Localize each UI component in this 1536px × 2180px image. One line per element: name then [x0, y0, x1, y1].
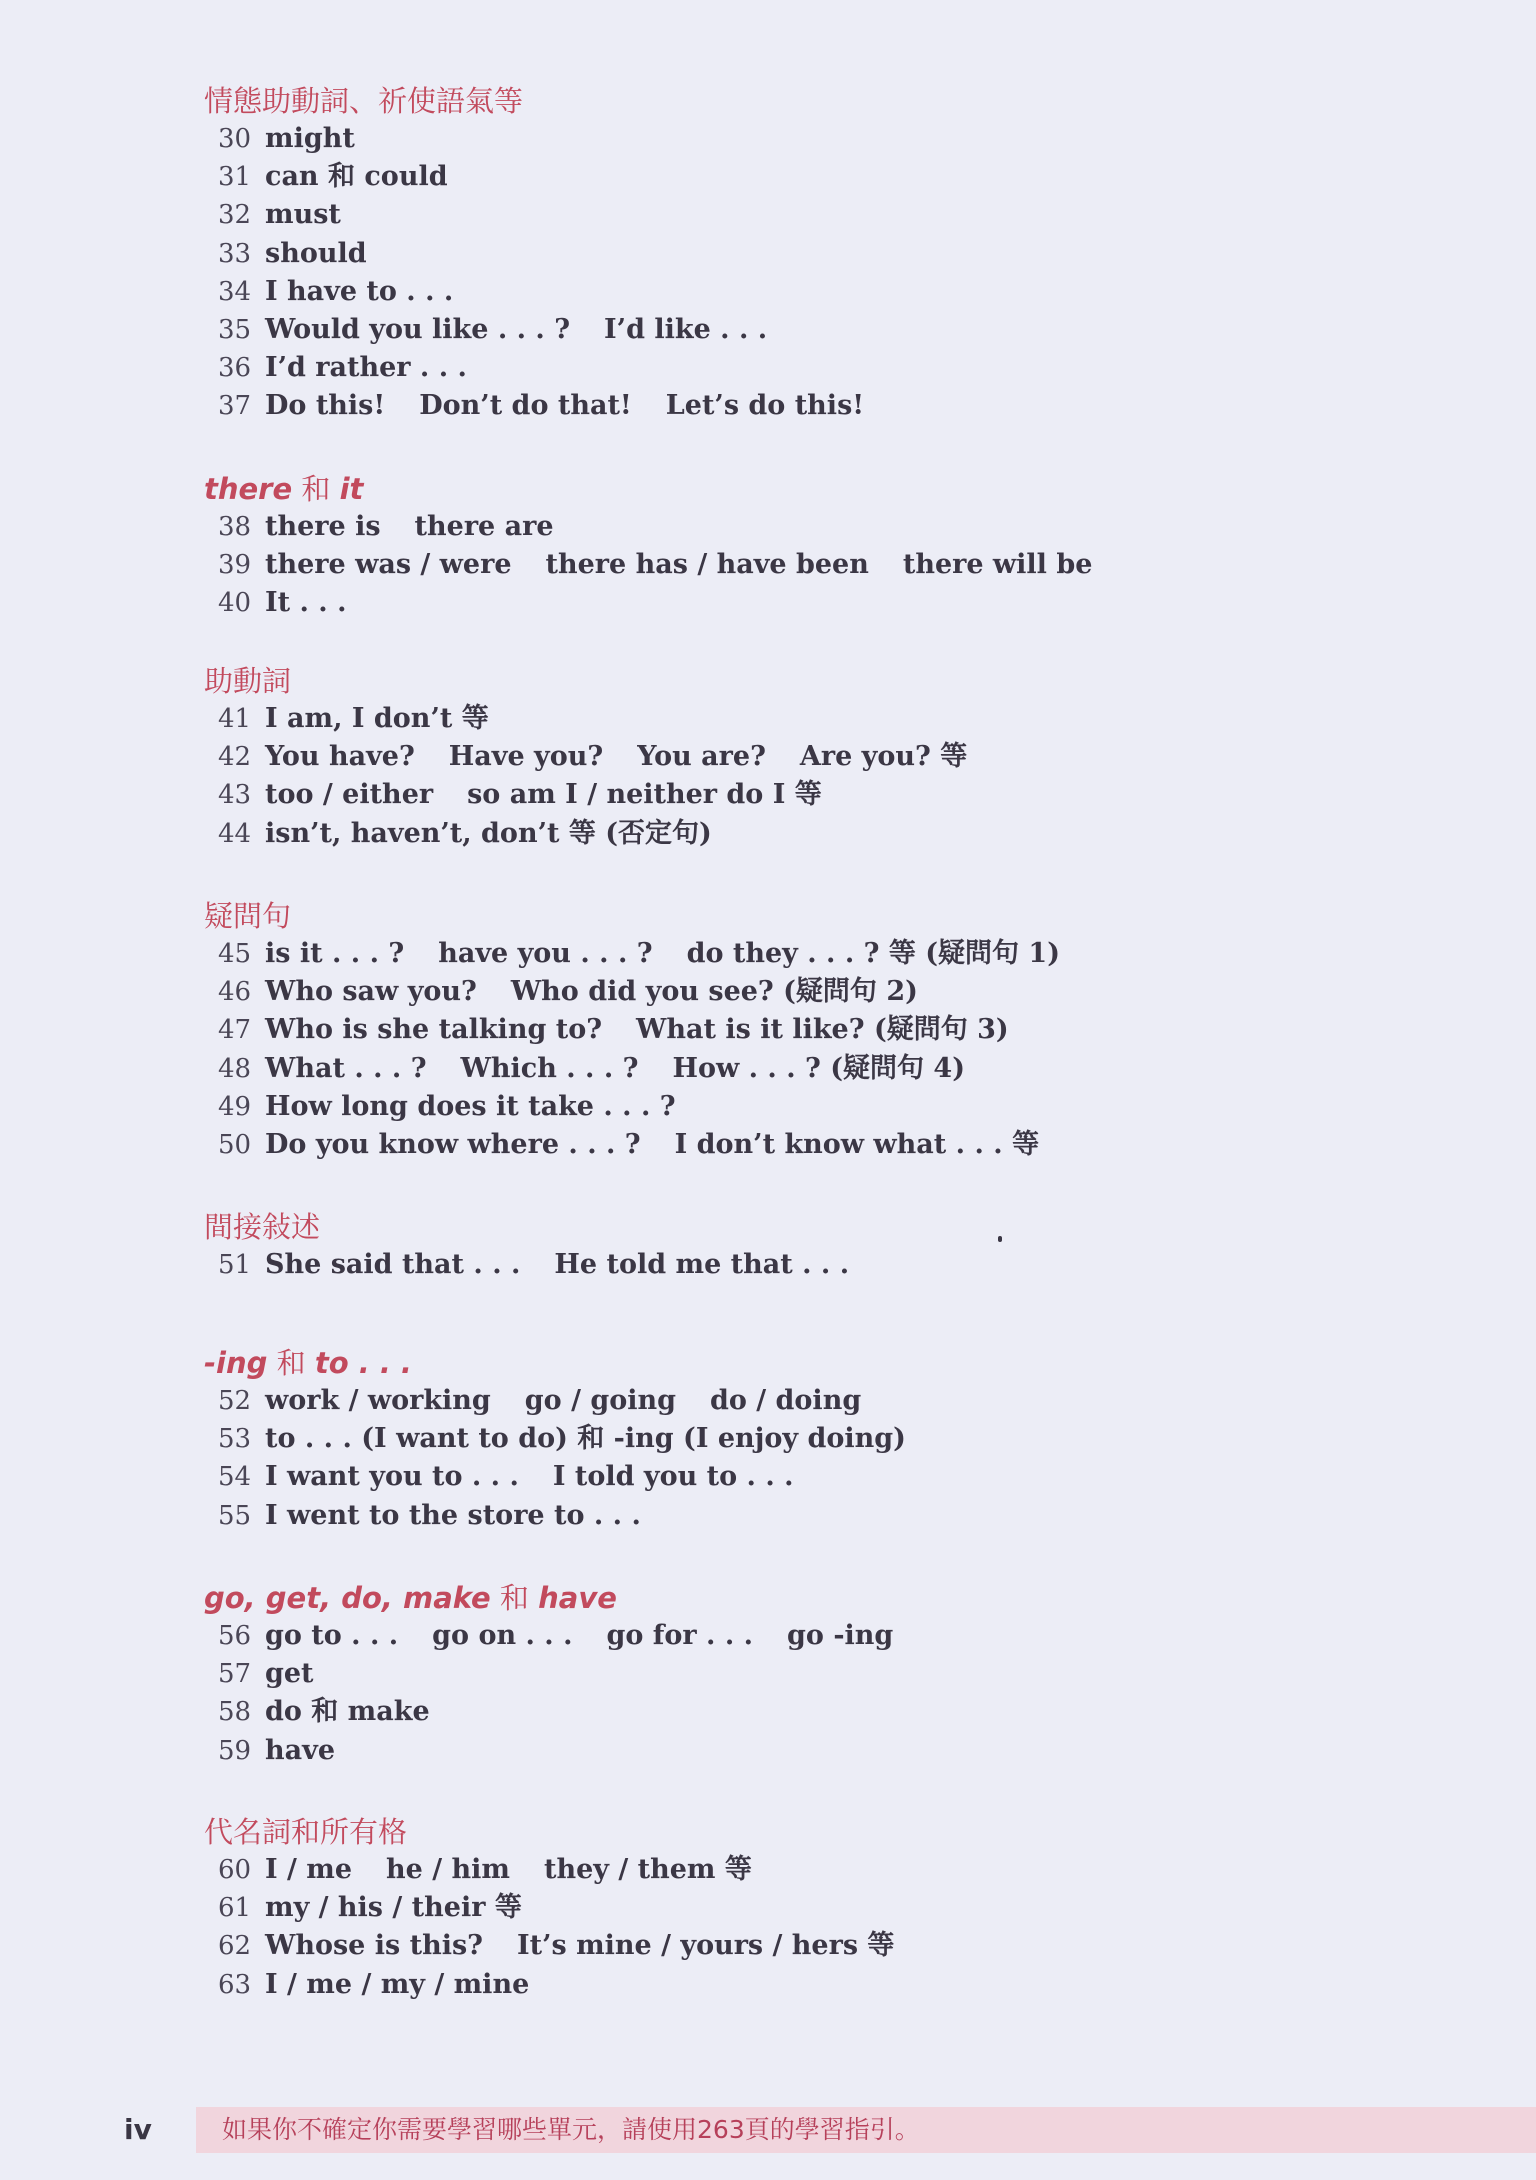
- heading-part: 代名詞和所有格: [204, 1815, 408, 1849]
- unit-title-part: I’d rather . . .: [265, 352, 467, 384]
- unit-number: 43: [218, 780, 252, 811]
- unit-title: [265, 1246, 883, 1284]
- unit-row: [204, 273, 1404, 311]
- unit-title-part: I’d like . . .: [604, 313, 768, 345]
- unit-title-part: I have to . . .: [265, 275, 454, 307]
- unit-title: [265, 1458, 828, 1496]
- unit-row: [204, 1655, 1404, 1693]
- unit-title: [265, 1420, 940, 1458]
- heading-part: go, get, do, make: [204, 1581, 491, 1615]
- unit-title-part: can 和 could: [265, 161, 448, 193]
- unit-title-part: go / going: [524, 1385, 676, 1416]
- footer-note: 如果你不確定你需要學習哪些單元，請使用263頁的學習指引。: [222, 2115, 920, 2144]
- section-heading: [204, 897, 1404, 935]
- unit-title-part: He told me that . . .: [554, 1249, 850, 1280]
- heading-part: 情態助動詞、祈使語氣等: [204, 84, 524, 118]
- unit-row: [204, 349, 1404, 387]
- unit-title: [265, 546, 1126, 584]
- unit-title: [265, 1088, 710, 1126]
- section: [204, 1813, 1404, 2004]
- unit-title: [265, 1889, 556, 1927]
- unit-row: [204, 1732, 1404, 1770]
- unit-title: [265, 1382, 895, 1420]
- unit-number: 53: [218, 1424, 252, 1455]
- unit-row: [204, 1889, 1404, 1927]
- unit-title-part: Do this!: [265, 390, 386, 422]
- unit-title: [265, 235, 401, 273]
- unit-title: [265, 815, 746, 853]
- unit-title-part: I want you to . . .: [265, 1461, 519, 1493]
- unit-title-part: What . . . ?: [265, 1052, 427, 1084]
- unit-title-part: do 和 make: [265, 1696, 430, 1728]
- heading-part: 和: [292, 472, 340, 506]
- unit-title: [265, 158, 482, 196]
- unit-title: [265, 1732, 369, 1770]
- unit-title: [265, 1693, 464, 1731]
- unit-title: [265, 1655, 348, 1693]
- unit-title: [265, 1617, 927, 1655]
- unit-row: [204, 1011, 1404, 1049]
- unit-row: [204, 935, 1404, 973]
- unit-title-part: How . . . ? (疑問句 4): [672, 1052, 965, 1084]
- unit-title-part: Who did you see? (疑問句 2): [510, 976, 918, 1008]
- unit-title: [265, 1126, 1073, 1164]
- section-heading: [204, 470, 1404, 508]
- unit-number: 46: [218, 977, 252, 1008]
- unit-number: 30: [218, 124, 252, 154]
- unit-title: [265, 1927, 928, 1965]
- heading-part: 和: [490, 1581, 539, 1615]
- unit-title-part: You have?: [265, 741, 415, 773]
- unit-number: 36: [218, 353, 252, 384]
- unit-title-part: there is: [265, 511, 381, 542]
- unit-title-part: must: [265, 199, 341, 231]
- unit-title-part: is it . . . ?: [265, 938, 405, 969]
- unit-title-part: go -ing: [787, 1620, 894, 1651]
- unit-number: 55: [218, 1500, 252, 1531]
- unit-number: 57: [218, 1659, 252, 1690]
- unit-number: 41: [218, 704, 252, 734]
- section-heading: [204, 662, 1404, 700]
- unit-title-part: might: [265, 123, 355, 154]
- unit-title-part: work / working: [265, 1385, 491, 1416]
- unit-title: [265, 973, 952, 1011]
- unit-title-part: I am, I don’t 等: [265, 703, 489, 734]
- unit-row: [204, 1693, 1404, 1731]
- unit-row: [204, 1617, 1404, 1655]
- unit-number: 39: [218, 550, 252, 581]
- unit-title-part: have: [265, 1734, 335, 1766]
- section-heading: [204, 82, 1404, 120]
- unit-row: [204, 584, 1404, 622]
- unit-title-part: Whose is this?: [265, 1930, 483, 1962]
- stray-mark: [998, 1236, 1002, 1242]
- unit-title: [265, 508, 588, 546]
- heading-part: have: [538, 1581, 617, 1615]
- unit-title-part: I / me / my / mine: [265, 1968, 530, 2000]
- heading-part: 間接敍述: [204, 1210, 321, 1244]
- unit-number: 59: [218, 1735, 252, 1766]
- unit-row: [204, 235, 1404, 273]
- unit-number: 50: [218, 1129, 252, 1160]
- unit-title-part: so am I / neither do I 等: [467, 779, 822, 811]
- unit-number: 45: [218, 939, 252, 969]
- unit-title: [265, 1011, 1043, 1049]
- unit-title: [265, 1966, 563, 2004]
- unit-row: [204, 1497, 1404, 1535]
- unit-number: 49: [218, 1091, 252, 1122]
- unit-title-part: How long does it take . . . ?: [265, 1090, 676, 1122]
- unit-title-part: You are?: [637, 741, 766, 773]
- unit-number: 62: [218, 1931, 252, 1962]
- unit-title-part: do they . . . ? 等 (疑問句 1): [686, 938, 1060, 969]
- section-heading: [204, 1208, 1404, 1246]
- unit-title-part: get: [265, 1658, 314, 1690]
- unit-title: [265, 738, 1001, 776]
- unit-title-part: too / either: [265, 779, 434, 811]
- unit-row: [204, 1050, 1404, 1088]
- unit-title-part: I went to the store to . . .: [265, 1499, 641, 1531]
- section: [204, 897, 1404, 1164]
- page-number: iv: [124, 2113, 152, 2146]
- unit-title-part: he / him: [386, 1854, 510, 1885]
- unit-number: 51: [218, 1250, 252, 1280]
- unit-number: 48: [218, 1053, 252, 1084]
- unit-title: [265, 584, 381, 622]
- unit-number: 60: [218, 1855, 252, 1885]
- unit-title-part: there was / were: [265, 549, 512, 581]
- unit-row: [204, 738, 1404, 776]
- unit-title: [265, 1050, 999, 1088]
- unit-title-part: Would you like . . . ?: [265, 313, 571, 345]
- unit-title-part: have you . . . ?: [438, 938, 653, 969]
- unit-title-part: to . . . (I want to do) 和 -ing (I enjoy doing): [265, 1423, 906, 1455]
- heading-part: 和: [267, 1346, 315, 1380]
- unit-title: [265, 311, 801, 349]
- unit-number: 32: [218, 200, 252, 231]
- unit-title: [265, 1497, 675, 1535]
- unit-number: 31: [218, 162, 252, 193]
- unit-row: [204, 546, 1404, 584]
- unit-title-part: It . . .: [265, 587, 347, 619]
- unit-row: [204, 700, 1404, 738]
- heading-part: there: [204, 472, 293, 506]
- unit-title: [265, 700, 523, 738]
- unit-number: 44: [218, 818, 252, 849]
- section-heading: [204, 1344, 1404, 1382]
- unit-row: [204, 387, 1404, 425]
- unit-row: [204, 1246, 1404, 1284]
- unit-title-part: go for . . .: [606, 1620, 754, 1651]
- unit-title-part: It’s mine / yours / hers 等: [516, 1930, 895, 1962]
- unit-title: [265, 387, 898, 425]
- unit-title-part: there will be: [902, 549, 1093, 581]
- unit-title-part: there are: [414, 511, 554, 542]
- unit-title-part: my / his / their 等: [265, 1892, 522, 1924]
- unit-number: 34: [218, 276, 252, 307]
- unit-title-part: they / them 等: [543, 1854, 752, 1885]
- unit-title: [265, 196, 375, 234]
- unit-number: 52: [218, 1386, 252, 1416]
- unit-title-part: isn’t, haven’t, don’t 等 (否定句): [265, 817, 712, 849]
- unit-row: [204, 973, 1404, 1011]
- unit-row: [204, 1126, 1404, 1164]
- unit-title-part: She said that . . .: [265, 1249, 521, 1280]
- section: [204, 662, 1404, 853]
- unit-row: [204, 508, 1404, 546]
- section-heading: [204, 1813, 1404, 1851]
- unit-title-part: go to . . .: [265, 1620, 399, 1651]
- unit-title-part: Have you?: [448, 741, 604, 773]
- unit-row: [204, 776, 1404, 814]
- unit-row: [204, 815, 1404, 853]
- section: [204, 470, 1404, 623]
- unit-row: [204, 1458, 1404, 1496]
- unit-number: 47: [218, 1015, 252, 1046]
- unit-number: 35: [218, 314, 252, 345]
- unit-title-part: Who saw you?: [265, 976, 477, 1008]
- unit-title-part: Let’s do this!: [665, 390, 865, 422]
- unit-row: [204, 1966, 1404, 2004]
- unit-row: [204, 1382, 1404, 1420]
- unit-number: 58: [218, 1697, 252, 1728]
- section: [204, 1344, 1404, 1535]
- unit-title-part: Who is she talking to?: [265, 1014, 603, 1046]
- unit-title-part: I don’t know what . . . 等: [674, 1128, 1040, 1160]
- unit-row: [204, 1851, 1404, 1889]
- unit-title-part: there has / have been: [545, 549, 869, 581]
- unit-title: [265, 273, 487, 311]
- unit-number: 40: [218, 588, 252, 619]
- unit-title-part: I told you to . . .: [552, 1461, 794, 1493]
- unit-title: [265, 1851, 786, 1889]
- unit-title-part: What is it like? (疑問句 3): [636, 1014, 1009, 1046]
- unit-row: [204, 196, 1404, 234]
- section: [204, 1579, 1404, 1770]
- unit-title-part: Don’t do that!: [419, 390, 632, 422]
- unit-title-part: go on . . .: [432, 1620, 573, 1651]
- unit-row: [204, 1088, 1404, 1126]
- section: [204, 82, 1404, 426]
- heading-part: it: [339, 472, 364, 506]
- heading-part: 助動詞: [204, 664, 292, 698]
- unit-title: [265, 349, 501, 387]
- heading-part: -ing: [204, 1346, 268, 1380]
- heading-part: to . . .: [314, 1346, 412, 1380]
- unit-title-part: should: [265, 237, 367, 269]
- unit-title-part: do / doing: [710, 1385, 862, 1416]
- unit-number: 37: [218, 391, 252, 422]
- section-heading: [204, 1579, 1404, 1617]
- unit-number: 54: [218, 1462, 252, 1493]
- unit-row: [204, 1927, 1404, 1965]
- heading-part: 疑問句: [204, 899, 292, 933]
- unit-number: 63: [218, 1969, 252, 2000]
- unit-row: [204, 120, 1404, 158]
- unit-number: 38: [218, 512, 252, 542]
- unit-number: 33: [218, 238, 252, 269]
- unit-title-part: Which . . . ?: [460, 1052, 639, 1084]
- unit-title: [265, 776, 856, 814]
- unit-row: [204, 158, 1404, 196]
- unit-title-part: Do you know where . . . ?: [265, 1128, 641, 1160]
- unit-number: 61: [218, 1893, 252, 1924]
- unit-title-part: Are you? 等: [799, 741, 968, 773]
- unit-title: [265, 935, 1094, 973]
- unit-row: [204, 311, 1404, 349]
- unit-number: 42: [218, 742, 252, 773]
- unit-row: [204, 1420, 1404, 1458]
- section: [204, 1208, 1404, 1284]
- unit-title-part: I / me: [265, 1854, 353, 1885]
- unit-title: [265, 120, 389, 158]
- unit-number: 56: [218, 1621, 252, 1651]
